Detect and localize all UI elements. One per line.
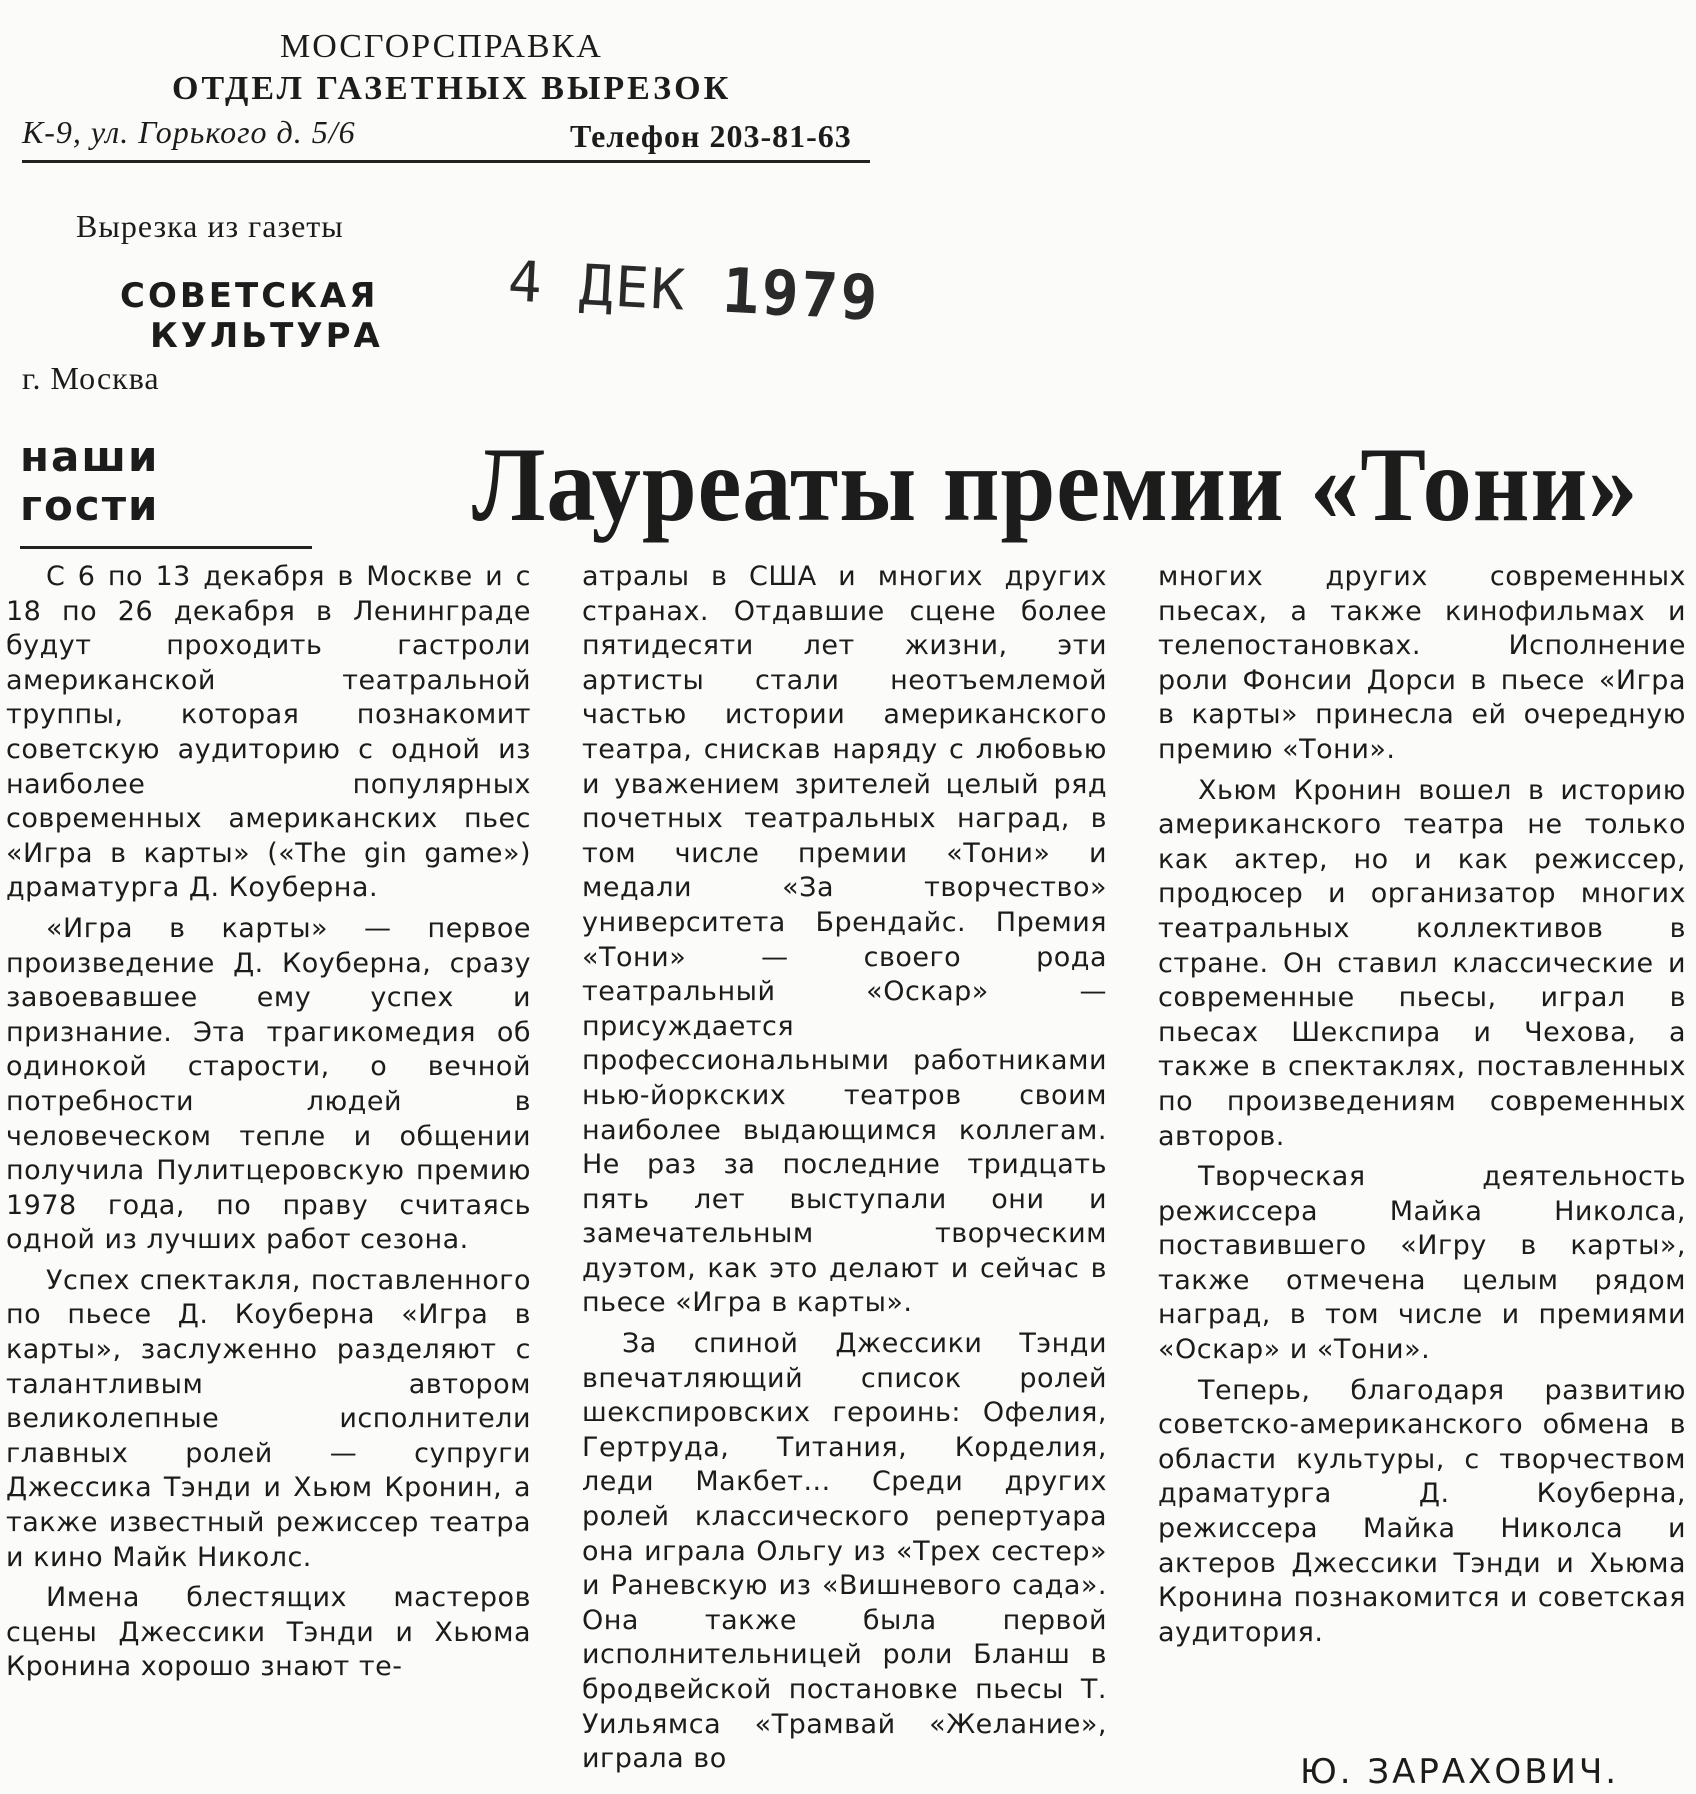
department-name: ОТДЕЛ ГАЗЕТНЫХ ВЫРЕЗОК: [172, 70, 732, 107]
author-signature: Ю. ЗАРАХОВИЧ.: [1300, 1752, 1620, 1792]
article-column-3: [1158, 560, 1686, 1656]
article-column-1: [6, 560, 531, 1691]
stamp-date: 4 ДЕК: [506, 249, 689, 324]
stamp-year: 1979: [720, 253, 882, 335]
agency-address: К-9, ул. Горького д. 5/6: [22, 114, 356, 150]
header-divider: [22, 160, 870, 163]
article-paragraph: Имена блестящих мастеров сцены Джессики Тэнди и Хьюма Кронина хорошо знают те-: [6, 1582, 531, 1683]
agency-name: МОСГОРСПРАВКА: [280, 28, 603, 65]
article-paragraph: За спиной Джессики Тэнди впечатляющий список ролей шекспировских героинь: Офелия, Гертруда, Титания, Корделия, леди Макбет... Среди других ролей классического репертуара она играла Ольгу из «Трех сестер» и Раневскую из «Вишневого сада». Она также была первой исполнительницей роли Бланш в бродвейской постановке пьесы Т. Уильямса «Трамвай «Желание», играла во: [582, 1328, 1107, 1775]
agency-phone: Телефон 203-81-63: [570, 118, 852, 154]
date-stamp: [506, 242, 881, 334]
article-paragraph: Успех спектакля, поставленного по пьесе Д. Коуберна «Игра в карты», заслуженно разделяют с талантливым автором великолепные исполнители главных ролей — супруги Джессика Тэнди и Хьюм Кронин, а также известный режиссер театра и кино Майк Николс.: [6, 1264, 531, 1573]
article-paragraph: Творческая деятельность режиссера Майка Николса, поставившего «Игру в карты», также отмечена целым рядом наград, в том числе и премиями «Оскар» и «Тони».: [1158, 1161, 1686, 1366]
article-paragraph: Хьюм Кронин вошел в историю американского театра не только как актер, но и как режиссер, продюсер и организатор многих театральных коллективов в стране. Он ставил классические и современные пьесы, играл в пьесах Шекспира и Чехова, а также в спектаклях, поставленных по произведениям современных авторов.: [1158, 774, 1686, 1152]
clipping-label: Вырезка из газеты: [76, 208, 344, 244]
article-paragraph: С 6 по 13 декабря в Москве и с 18 по 26 декабря в Ленинграде будут проходить гастроли американской театральной труппы, которая познакомит советскую аудиторию с одной из наиболее популярных современных американских пьес «Игра в карты» («The gin game») драматурга Д. Коуберна.: [6, 561, 531, 904]
article-headline: Лауреаты премии «Тони»: [472, 426, 1639, 543]
article-paragraph: атралы в США и многих других странах. Отдавшие сцене более пятидесяти лет жизни, эти артисты стали неотъемлемой частью истории американского театра, снискав наряду с любовью и уважением зрителей целый ряд почетных театральных наград, в том числе премии «Тони» и медали «За творчество» университета Брендайс. Премия «Тони» — своего рода театральный «Оскар» — присуждается профессиональными работниками нью-йоркских театров своим наиболее выдающимся коллегам. Не раз за последние тридцать пять лет выступали они и замечательным творческим дуэтом, как это делают и сейчас в пьесе «Игра в карты».: [582, 561, 1107, 1319]
newspaper-name-line2: КУЛЬТУРА: [150, 316, 383, 356]
section-rubric: наши гости: [20, 432, 312, 549]
article-paragraph: «Игра в карты» — первое произведение Д. Коуберна, сразу завоевавшее ему успех и признание. Эта трагикомедия об одинокой старости, о вечной потребности людей в человеческом тепле и общении получила Пулитцеровскую премию 1978 года, по праву считаясь одной из лучших работ сезона.: [6, 912, 531, 1256]
article-paragraph: Теперь, благодаря развитию советско-американского обмена в области культуры, с творчеством драматурга Д. Коуберна, режиссера Майка Николса и актеров Джессики Тэнди и Хьюма Кронина познакомится и советская аудитория.: [1158, 1374, 1686, 1648]
newspaper-city: г. Москва: [22, 360, 160, 396]
article-paragraph: многих других современных пьесах, а также кинофильмах и телепостановках. Исполнение роли Фонсии Дорси в пьесе «Игра в карты» принесла ей очередную премию «Тони».: [1158, 561, 1686, 765]
newspaper-name-line1: СОВЕТСКАЯ: [120, 276, 379, 316]
article-column-2: [582, 560, 1107, 1783]
